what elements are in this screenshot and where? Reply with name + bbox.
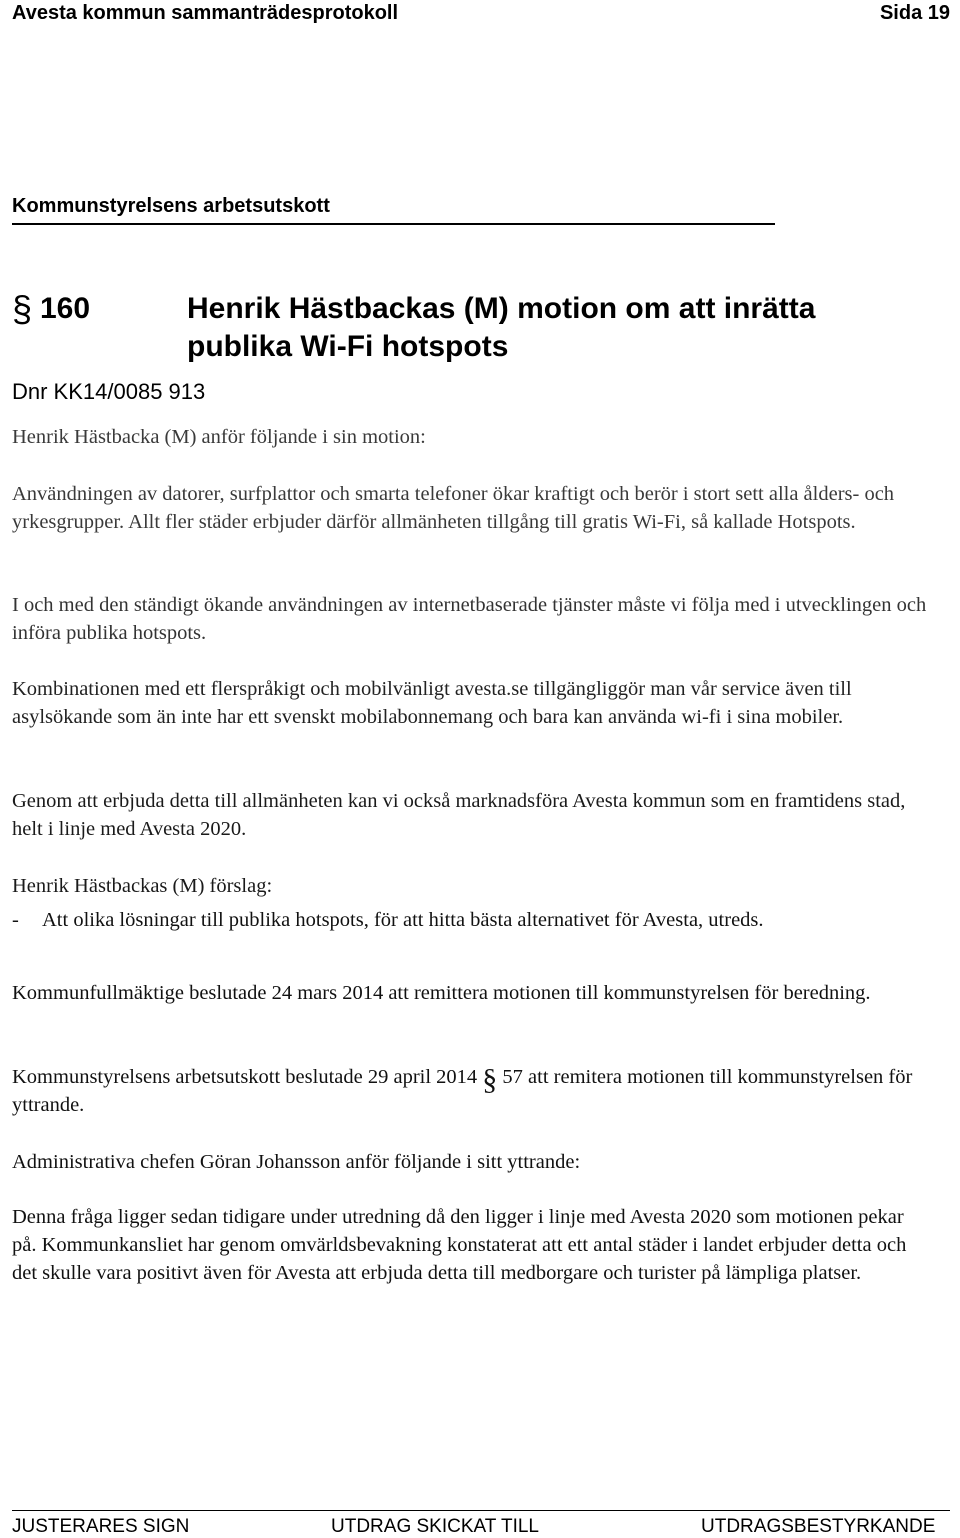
footer-certifier: UTDRAGSBESTYRKANDE <box>701 1516 936 1537</box>
case-number: Dnr KK14/0085 913 <box>12 379 206 404</box>
decision-paragraph-2 <box>12 1063 932 1119</box>
footer-divider <box>12 1510 950 1511</box>
committee-underline <box>12 223 775 225</box>
bullet-dash: - <box>12 909 19 931</box>
section-symbol-inline: § <box>482 1063 498 1096</box>
decision-2-text-b: 57 att remitera motionen till kommunstyrelsen för yttrande. <box>12 1066 913 1116</box>
intro-paragraph: Henrik Hästbacka (M) anför följande i sin motion: <box>12 426 426 448</box>
section-symbol: § <box>12 288 33 329</box>
proposal-heading: Henrik Hästbackas (M) förslag: <box>12 875 273 897</box>
motion-paragraph-3: Kombinationen med ett flerspråkigt och mobilvänligt avesta.se tillgängliggör man vår service även till asylsökande som än inte har ett svenskt mobilabonnemang och bara kan använda wi-fi i sina mobiler. <box>12 678 852 728</box>
page-number: Sida 19 <box>879 2 950 24</box>
motion-paragraph-2: I och med den ständigt ökande användningen av internetbaserade tjänster måste vi följa med i utvecklingen och införa publika hotspots. <box>12 594 927 644</box>
motion-paragraph-4: Genom att erbjuda detta till allmänheten kan vi också marknadsföra Avesta kommun som en framtidens stad, helt i linje med Avesta 2020. <box>12 790 906 840</box>
document-header-title: Avesta kommun sammanträdesprotokoll <box>12 2 399 24</box>
item-number: 160 <box>40 292 91 325</box>
proposal-bullet <box>12 906 942 934</box>
footer-sign: JUSTERARES SIGN <box>12 1516 190 1537</box>
admin-statement-intro: Administrativa chefen Göran Johansson anför följande i sitt yttrande: <box>12 1151 581 1173</box>
decision-2-text-a: Kommunstyrelsens arbetsutskott beslutade 29 april 2014 <box>12 1066 478 1088</box>
decision-paragraph-1: Kommunfullmäktige beslutade 24 mars 2014 att remittera motionen till kommunstyrelsen för beredning. <box>12 982 871 1004</box>
motion-paragraph-1: Användningen av datorer, surfplattor och smarta telefoner ökar kraftigt och berör i stort sett alla ålders- och yrkesgrupper. Allt fler städer erbjuder därför allmänheten tillgång till gratis Wi-Fi, så kallade Hotspots. <box>12 483 895 533</box>
proposal-bullet-text: Att olika lösningar till publika hotspots, för att hitta bästa alternativet för Avesta, utreds. <box>42 909 764 931</box>
footer-extract-sent: UTDRAG SKICKAT TILL <box>331 1516 539 1537</box>
item-title: Henrik Hästbackas (M) motion om att inrätta publika Wi-Fi hotspots <box>187 292 816 363</box>
committee-name: Kommunstyrelsens arbetsutskott <box>12 195 330 217</box>
admin-statement: Denna fråga ligger sedan tidigare under utredning då den ligger i linje med Avesta 2020 som motionen pekar på. Kommunkansliet har genom omvärldsbevakning konstaterat att ett antal städer i landet erbjuder detta och det skulle vara positivt även för Avesta att erbjuda detta till medborgare och turister på lämpliga platser. <box>12 1206 907 1284</box>
